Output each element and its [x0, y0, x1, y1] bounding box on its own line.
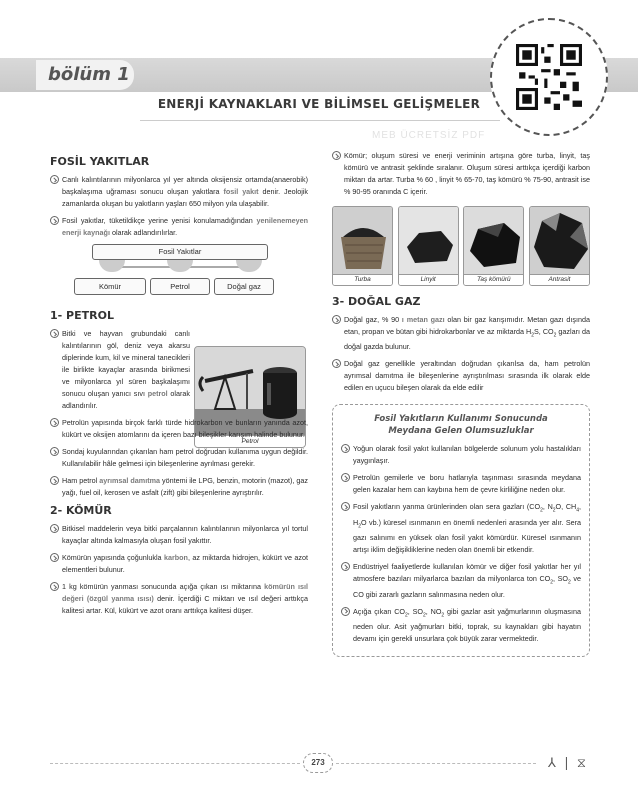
check-bullet-icon	[50, 582, 59, 591]
list-item: Ham petrol ayrımsal damıtma yöntemi ile LPG, benzin, motorin (mazot), gaz yağı, fuel oil, kerosen ve asfalt (zift) gibi bileşenlerine ayrıştırılır.	[50, 475, 308, 499]
petrol-heading: 1- PETROL	[50, 309, 114, 322]
dogalgaz-heading: 3- DOĞAL GAZ	[332, 295, 421, 308]
list-item: Endüstriyel faaliyetlerde kullanılan kömür ve diğer fosil yakıtlar her yıl atmosfere bazıları milyarlarca bazıları da milyonlarca ton $CO_2$, $SO_2$ ve CO gibi zararlı gazların salınmasına neden olur.	[341, 561, 581, 600]
fosil-heading: FOSİL YAKITLAR	[50, 155, 150, 168]
list-item: Petrolün gemilerle ve boru hatlarıyla taşınması sırasında meydana gelen kazalar hem can kaybına hem de çevre kirliliğine neden olur.	[341, 472, 581, 496]
fosil-diagram	[50, 244, 308, 300]
diagram-knob	[167, 260, 193, 272]
check-bullet-icon	[50, 175, 59, 184]
publisher-logo-icon: ⅄ | ⧖	[548, 756, 586, 771]
check-bullet-icon	[50, 418, 59, 427]
check-bullet-icon	[341, 562, 350, 571]
check-bullet-icon	[341, 473, 350, 482]
qr-code-badge[interactable]	[490, 18, 608, 136]
diagram-item-dogalgaz: Doğal gaz	[214, 278, 274, 295]
coal-image-tas-komuru	[463, 206, 524, 286]
list-item: Kömürün yapısında çoğunlukla karbon, az miktarda hidrojen, kükürt ve azot elementleri bulunur.	[50, 552, 308, 576]
footer-divider	[336, 763, 536, 764]
coal-image-antrasit	[529, 206, 590, 286]
list-item: Fosil yakıtlar, tüketildikçe yerine yenisi konulamadığından yenilenemeyen enerji kaynağı olarak adlandırılırlar.	[50, 215, 308, 239]
diagram-root: Fosil Yakıtlar	[92, 244, 268, 260]
diagram-knob	[99, 260, 125, 272]
check-bullet-icon	[332, 151, 341, 160]
right-column	[332, 150, 590, 657]
section-label: bölüm 1	[36, 60, 134, 90]
check-bullet-icon	[50, 524, 59, 533]
list-item: Doğal gaz genellikle yeraltından doğrudan çıkarılsa da, ham petrolün ayrımsal damıtma ile bileşenlerine ayrıştırılması sırasında ilk olarak elde edilen en uçucu bileşen olarak da elde edilir	[332, 358, 590, 394]
list-item: Canlı kalıntılarının milyonlarca yıl yer altında oksijensiz ortamda(anaerobik) başkalaşıma uğraması sonucu oluşan yakıtlara fosil yakıt denir. Jeolojik zamanlarda oluşan bu yakıtların yaşları 650 milyon yıla ulaşabilir.	[50, 174, 308, 210]
check-bullet-icon	[50, 447, 59, 456]
list-item: Bitki ve hayvan grubundaki canlı kalıntılarının göl, deniz veya akarsu diplerinde kum, kil ve mineral tanecikleri ile birlikte kayaçlar arasında birikmesi ve milyonlarca yıl süren başkalaşımı sonucu oluşan yanıcı sıvı petrol olarak adlandırılır.	[50, 328, 190, 412]
check-bullet-icon	[341, 607, 350, 616]
check-bullet-icon	[50, 329, 59, 338]
title-divider	[140, 120, 500, 121]
chapter-title: ENERJİ KAYNAKLARI VE BİLİMSEL GELİŞMELER	[157, 97, 481, 111]
check-bullet-icon	[50, 216, 59, 225]
linyit-image	[399, 207, 459, 275]
coal-caption: Linyit	[399, 274, 458, 285]
coal-caption: Taş kömürü	[464, 274, 523, 285]
check-bullet-icon	[332, 315, 341, 324]
list-item: Kömür; oluşum süresi ve enerji veriminin artışına göre turba, linyit, taş kömürü ve antrasit şeklinde sıralanır. Oluşum süresi arttıkça içerdiği karbon miktarı da artar. Turba % 60 , linyit % 65-70, taş kömürü % 75-90, antrasit ise % 90-95 oranında C içerir.	[332, 150, 590, 198]
list-item: Açığa çıkan $CO_2$, $SO_2$, $NO_2$ gibi gazlar asit yağmurlarının oluşmasına neden olur. Asit yağmurları bitki, toprak, su kaynakları gibi hayatın devamı için gerekli unsurlara çok büyük zarar vermektedir.	[341, 606, 581, 645]
coal-types-gallery	[332, 206, 590, 286]
footer-divider	[50, 763, 300, 764]
coal-caption: Turba	[333, 274, 392, 285]
negative-effects-box	[332, 404, 590, 657]
list-item: Doğal gaz, % 90 ı metan gazı olan bir gaz karışımıdır. Metan gazı dışında etan, propan ve bütan gibi hidrokarbonlar ve az miktarda $H_2S$, $CO_2$ gazları da doğal gazda bulunur.	[332, 314, 590, 353]
list-item: Yoğun olarak fosil yakıt kullanılan bölgelerde solunum yolu hastalıkları yaygınlaşır.	[341, 443, 581, 467]
page-number: 273	[303, 753, 333, 773]
check-bullet-icon	[341, 502, 350, 511]
tas-komuru-image	[464, 207, 524, 275]
list-item: Sondaj kuyularından çıkarılan ham petrol doğrudan kullanıma uygun değildir. Kullanılabilir hâle gelmesi için bileşenlerine ayrılması gerekir.	[50, 446, 308, 470]
box-title: Fosil Yakıtların Kullanımı Sonucunda Meydana Gelen Olumsuzluklar	[374, 414, 548, 437]
coal-image-linyit	[398, 206, 459, 286]
komur-heading: 2- KÖMÜR	[50, 504, 112, 517]
coal-image-turba	[332, 206, 393, 286]
petrol-image-caption: Petrol	[195, 435, 305, 447]
diagram-item-komur: Kömür	[74, 278, 146, 295]
check-bullet-icon	[341, 444, 350, 453]
list-item: Fosil yakıtların yanma ürünlerinden olan sera gazları ($CO_2$, $N_2O$, $CH_4$, $H_2O$ vb.) küresel ısınmanın en önemli nedenleri arasında yer alır. Sera gazı salınımı en yüksek olan fosil yakıt kömürdür. Küresel ısınmanın artışı iklim değişikliklerine neden olan önemli bir etkendir.	[341, 501, 581, 556]
left-column	[50, 150, 308, 622]
check-bullet-icon	[50, 476, 59, 485]
antrasit-image	[530, 207, 590, 275]
turba-image	[333, 207, 393, 275]
diagram-item-petrol: Petrol	[150, 278, 210, 295]
list-item: Bitkisel maddelerin veya bitki parçalarının kalıntılarının milyonlarca yıl tortul kayaçlar altında kalmasıyla oluşan fosil yakıttır.	[50, 523, 308, 547]
check-bullet-icon	[332, 359, 341, 368]
check-bullet-icon	[50, 553, 59, 562]
diagram-knob	[236, 260, 262, 272]
watermark: MEB ÜCRETSİZ PDF	[372, 130, 486, 141]
coal-caption: Antrasit	[530, 274, 589, 285]
list-item: 1 kg kömürün yanması sonucunda açığa çıkan ısı miktarına kömürün ısıl değeri (özgül yanma ısısı) denir. İçerdiği C miktarı ve ısıl değeri arttıkça kalitesi artar. Kül, kükürt ve azot oranı arttıkça kalitesi düşer.	[50, 581, 308, 617]
list-item: Petrolün yapısında birçok farklı türde hidrokarbon ve bunların yanında azot, kükürt ve oksijen atomlarını da içeren bazı bileşikler karışım halinde bulunur.	[50, 417, 308, 441]
